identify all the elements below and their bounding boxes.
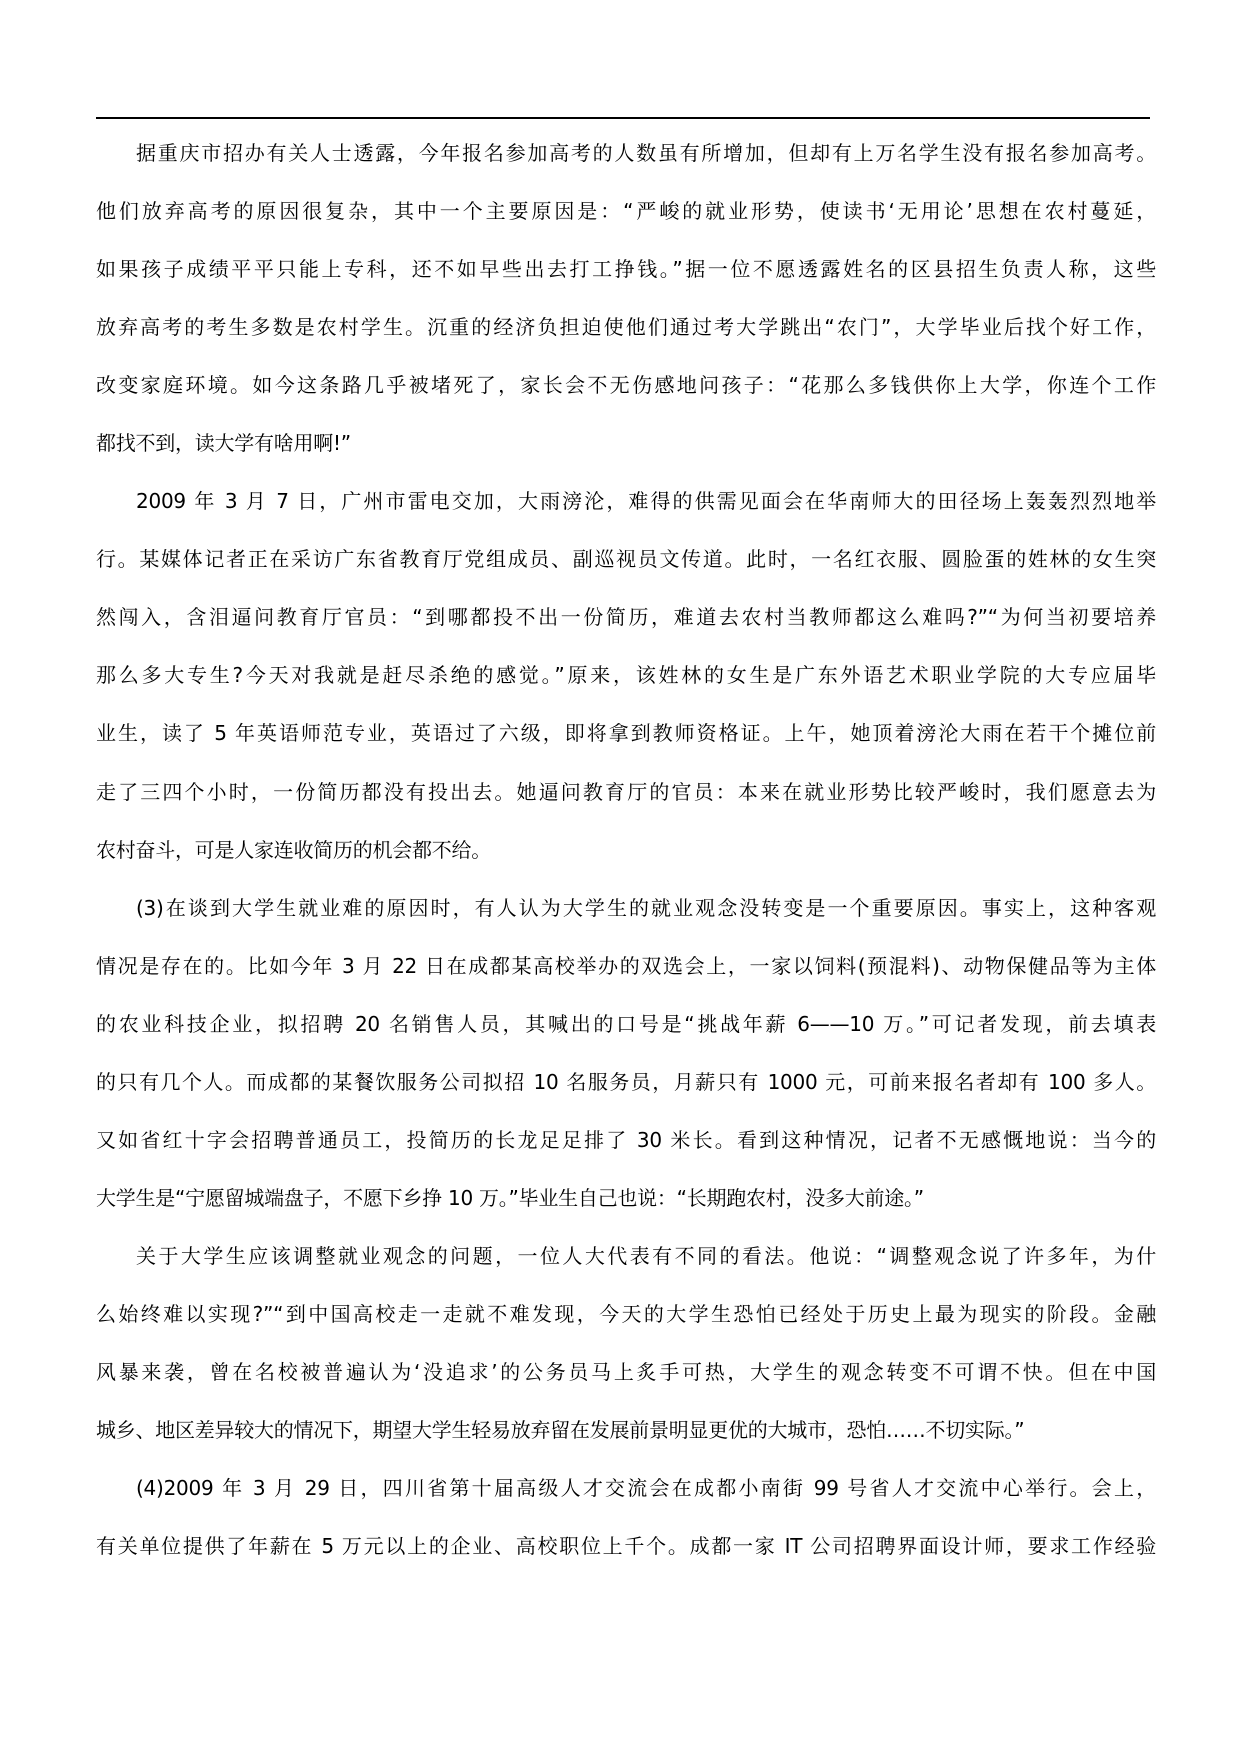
text-line: 行。某媒体记者正在采访广东省教育厅党组成员、副巡视员文传道。此时，一名红衣服、圆脸蛋的姓林的女生突 [96,547,1156,572]
text-line: 大学生是“宁愿留城端盘子，不愿下乡挣 10 万。”毕业生自己也说：“长期跑农村，没多大前途。” [96,1185,924,1210]
text-line: 有关单位提供了年薪在 5 万元以上的企业、高校职位上千个。成都一家 IT 公司招聘界面设计师，要求工作经验 [96,1534,1156,1559]
text-line: 都找不到，读大学有啥用啊!” [96,431,351,456]
text-line: 城乡、地区差异较大的情况下，期望大学生轻易放弃留在发展前景明显更优的大城市，恐怕……不切实际。” [96,1418,1025,1443]
paragraph [96,879,1156,1227]
text-line: (4)2009 年 3 月 29 日，四川省第十届高级人才交流会在成都小南街 99 号省人才交流中心举行。会上， [136,1476,1156,1501]
text-line: 如果孩子成绩平平只能上专科，还不如早些出去打工挣钱。”据一位不愿透露姓名的区县招生负责人称，这些 [96,257,1156,282]
text-line: 情况是存在的。比如今年 3 月 22 日在成都某高校举办的双选会上，一家以饲料(预混料)、动物保健品等为主体 [96,953,1156,978]
paragraph [96,124,1156,472]
text-line: 么始终难以实现?”“到中国高校走一走就不难发现，今天的大学生恐怕已经处于历史上最为现实的阶段。金融 [96,1301,1156,1326]
text-line: 的只有几个人。而成都的某餐饮服务公司拟招 10 名服务员，月薪只有 1000 元，可前来报名者却有 100 多人。 [96,1069,1156,1094]
text-line: 然闯入，含泪逼问教育厅官员：“到哪都投不出一份简历，难道去农村当教师都这么难吗?”“为何当初要培养 [96,605,1156,630]
paragraph [96,472,1156,878]
text-line: 走了三四个小时，一份简历都没有投出去。她逼问教育厅的官员：本来在就业形势比较严峻时，我们愿意去为 [96,779,1156,804]
text-line: 放弃高考的考生多数是农村学生。沉重的经济负担迫使他们通过考大学跳出“农门”，大学毕业后找个好工作， [96,315,1156,340]
text-line: 改变家庭环境。如今这条路几乎被堵死了，家长会不无伤感地问孩子：“花那么多钱供你上大学，你连个工作 [96,373,1156,398]
text-line: 那么多大专生?今天对我就是赶尽杀绝的感觉。”原来，该姓林的女生是广东外语艺术职业学院的大专应届毕 [96,663,1156,688]
text-line: 2009 年 3 月 7 日，广州市雷电交加，大雨滂沦，难得的供需见面会在华南师大的田径场上轰轰烈烈地举 [136,489,1156,514]
paragraph [96,1227,1156,1459]
text-line: 的农业科技企业，拟招聘 20 名销售人员，其喊出的口号是“挑战年薪 6——10 万。”可记者发现，前去填表 [96,1011,1156,1036]
header-rule [96,117,1150,119]
text-line: 业生，读了 5 年英语师范专业，英语过了六级，即将拿到教师资格证。上午，她顶着滂沦大雨在若干个摊位前 [96,721,1156,746]
text-line: (3)在谈到大学生就业难的原因时，有人认为大学生的就业观念没转变是一个重要原因。事实上，这种客观 [136,895,1156,920]
text-line: 关于大学生应该调整就业观念的问题，一位人大代表有不同的看法。他说：“调整观念说了许多年，为什 [136,1243,1156,1268]
text-line: 他们放弃高考的原因很复杂，其中一个主要原因是：“严峻的就业形势，使读书‘无用论’思想在农村蔓延， [96,199,1156,224]
text-line: 农村奋斗，可是人家连收简历的机会都不给。 [96,837,491,862]
paragraph [96,1459,1156,1575]
document-body [96,124,1156,1575]
text-line: 又如省红十字会招聘普通员工，投简历的长龙足足排了 30 米长。看到这种情况，记者不无感慨地说：当今的 [96,1127,1156,1152]
text-line: 风暴来袭，曾在名校被普遍认为‘没追求’的公务员马上炙手可热，大学生的观念转变不可谓不快。但在中国 [96,1359,1156,1384]
text-line: 据重庆市招办有关人士透露，今年报名参加高考的人数虽有所增加，但却有上万名学生没有报名参加高考。 [136,141,1156,165]
